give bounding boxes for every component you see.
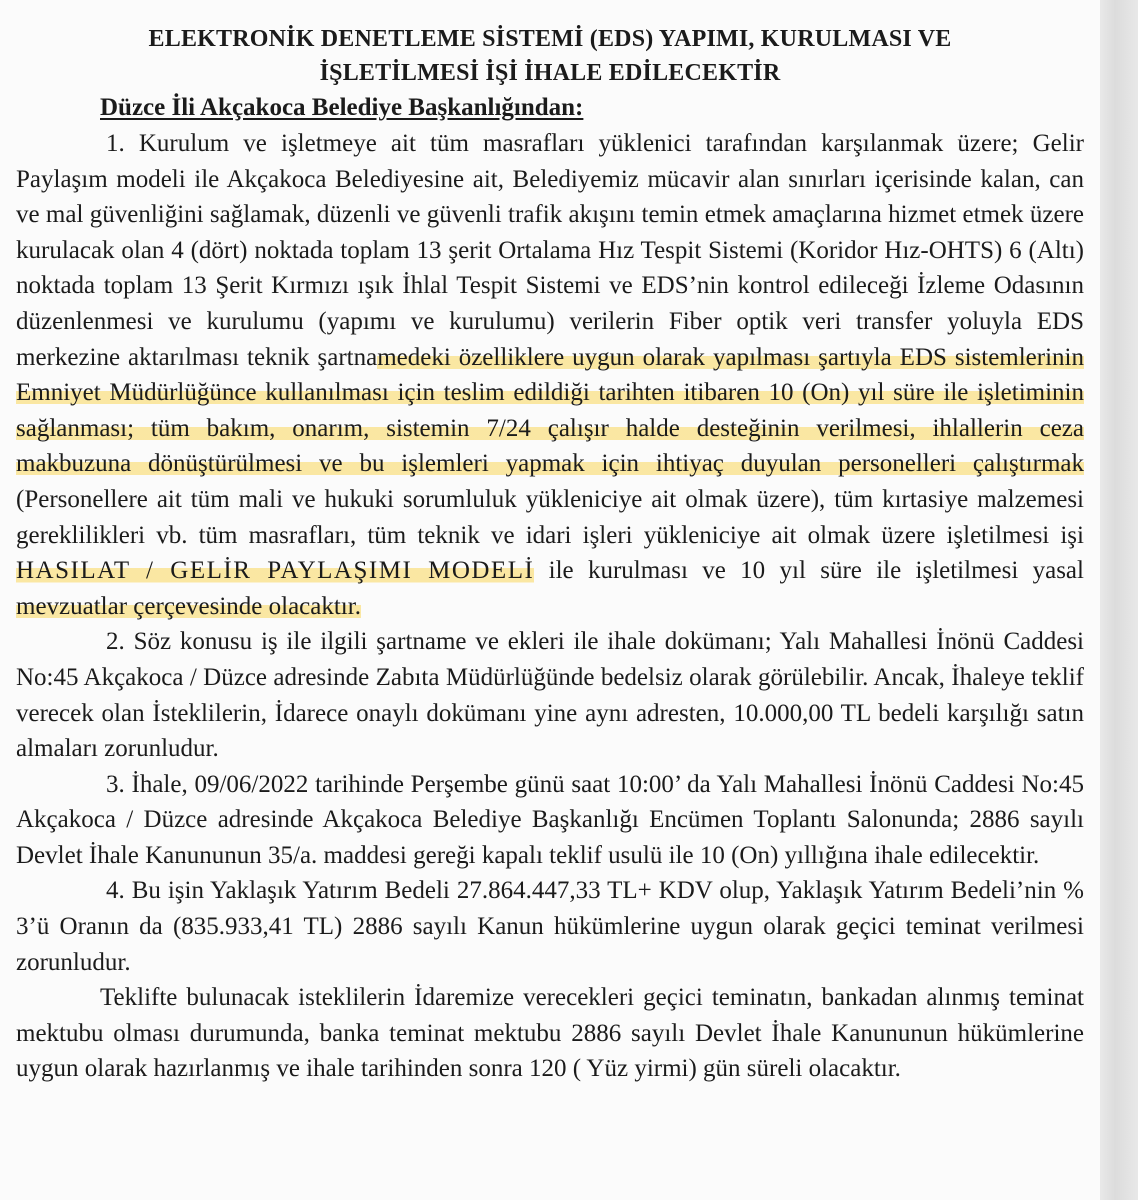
title-line-2: İŞLETİLMESİ İŞİ İHALE EDİLECEKTİR <box>319 60 781 86</box>
issuing-authority: Düzce İli Akçakoca Belediye Başkanlığından: <box>100 94 584 121</box>
paragraph-1-text-c: (Personellere ait tüm mali ve hukuki sorumluluk yükleniciye ait olmak üzere), tüm kırtasiye malzemesi gereklilikleri vb. tüm masrafları, tüm teknik ve idari işleri yükleniciye ait olmak üzere işletilmesi işi <box>16 485 1084 549</box>
document-content <box>16 22 1084 1087</box>
highlighted-model-name: HASILAT / GELİR PAYLAŞIMI MODELİ <box>16 557 535 585</box>
paragraph-2: 2. Söz konusu iş ile ilgili şartname ve ekleri ile ihale dokümanı; Yalı Mahallesi İnönü Caddesi No:45 Akçakoca / Düzce adresinde Zabıta Müdürlüğünde bedelsiz olarak görülebilir. Ancak, İhaleye teklif verecek olan İsteklilerin, İdarece onaylı dokümanı yine aynı adresten, 10.000,00 TL bedeli karşılığı satın almaları zorunludur. <box>16 628 1084 763</box>
paragraph-5: Teklifte bulunacak isteklilerin İdaremize verecekleri geçici teminatın, bankadan alınmış teminat mektubu olması durumunda, banka teminat mektubu 2886 sayılı Devlet İhale Kanununun hükümlerine uygun olarak hazırlanmış ve ihale tarihinden sonra 120 ( Yüz yirmi) gün süreli olacaktır. <box>16 984 1084 1083</box>
paragraph-1 <box>16 126 1084 624</box>
paragraph-1-text-e: ile kurulması ve 10 yıl süre ile işletilmesi yasal <box>534 557 1084 585</box>
page-shadow <box>1100 0 1138 1200</box>
paragraph-1-text-a: 1. Kurulum ve işletmeye ait tüm masrafları yüklenici tarafından karşılanmak üzere; Gelir Paylaşım modeli ile Akçakoca Belediyesine ait, Belediyemiz mücavir alan sınırları içerisinde kalan, can ve mal güvenliğini sağlamak, düzenli ve güvenli trafik akışını temin etmek amaçlarına hizmet etmek üzere kurulacak olan 4 (dört) noktada toplam 13 şerit Ortalama Hız Tespit Sistemi (Koridor Hız-OHTS) 6 (Altı) noktada toplam 13 Şerit Kırmızı ışık İhlal Tespit Sistemi ve EDS’nin kontrol edileceği İzleme Odasının düzenlenmesi ve kurulumu (yapımı ve kurulumu) verilerin Fiber optik veri transfer yoluyla EDS merkezine aktarılması teknik şartna <box>16 130 1084 371</box>
document-title <box>16 22 1084 90</box>
highlighted-text-2: mevzuatlar çerçevesinde olacaktır. <box>16 592 361 620</box>
title-line-1: ELEKTRONİK DENETLEME SİSTEMİ (EDS) YAPIMI, KURULMASI VE <box>148 26 952 52</box>
highlighted-text-1: medeki özelliklere uygun olarak yapılması şartıyla EDS sistemlerinin Emniyet Müdürlüğünce kullanılması için teslim edildiği tarihten itibaren 10 (On) yıl süre ile işletiminin sağlanması; tüm bakım, onarım, sistemin 7/24 çalışır halde desteğinin verilmesi, ihlallerin ceza makbuzuna dönüştürülmesi ve bu işlemleri yapmak için ihtiyaç duyulan personelleri çalıştırmak <box>16 343 1084 478</box>
paragraph-4: 4. Bu işin Yaklaşık Yatırım Bedeli 27.864.447,33 TL+ KDV olup, Yaklaşık Yatırım Bedeli’nin % 3’ü Oranın da (835.933,41 TL) 2886 sayılı Kanun hükümlerine uygun olarak geçici teminat verilmesi zorunludur. <box>16 877 1084 976</box>
paragraph-3: 3. İhale, 09/06/2022 tarihinde Perşembe günü saat 10:00’ da Yalı Mahallesi İnönü Caddesi No:45 Akçakoca / Düzce adresinde Akçakoca Belediye Başkanlığı Encümen Toplantı Salonunda; 2886 sayılı Devlet İhale Kanununun 35/a. maddesi gereği kapalı teklif usulü ile 10 (On) yıllığına ihale edilecektir. <box>16 770 1084 869</box>
